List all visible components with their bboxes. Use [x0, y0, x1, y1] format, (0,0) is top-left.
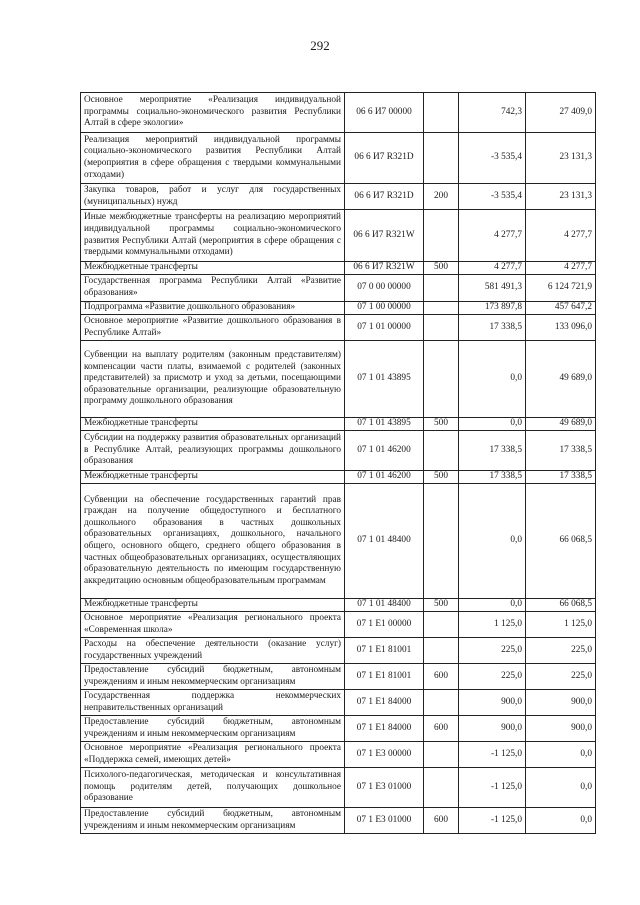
- table-row: [81, 262, 596, 275]
- row-value-2: 0,0: [526, 768, 596, 808]
- row-type: 500: [424, 599, 459, 612]
- row-type: 600: [424, 716, 459, 742]
- row-value-1: 0,0: [459, 599, 526, 612]
- row-code: 07 1 01 46200: [345, 431, 424, 471]
- row-value-1: 0,0: [459, 418, 526, 431]
- table-row: [81, 716, 596, 742]
- row-type: [424, 315, 459, 341]
- row-value-2: 4 277,7: [526, 210, 596, 262]
- row-name: Основное мероприятие «Реализация регионального проекта «Поддержка семей, имеющих детей»: [81, 742, 345, 768]
- row-type: [424, 768, 459, 808]
- row-name: Расходы на обеспечение деятельности (оказание услуг) государственных учреждений: [81, 638, 345, 664]
- row-value-1: 4 277,7: [459, 262, 526, 275]
- table-row: [81, 341, 596, 418]
- row-name: Субсидии на поддержку развития образовательных организаций в Республике Алтай, реализующих программы дошкольного образования: [81, 431, 345, 471]
- row-value-1: 225,0: [459, 638, 526, 664]
- row-value-2: 0,0: [526, 742, 596, 768]
- row-value-1: 17 338,5: [459, 315, 526, 341]
- row-name: Основное мероприятие «Реализация индивидуальной программы социально-экономического развития Республики Алтай в сфере экологии»: [81, 93, 345, 133]
- row-value-2: 225,0: [526, 664, 596, 690]
- row-name: Межбюджетные трансферты: [81, 418, 345, 431]
- row-value-2: 1 125,0: [526, 612, 596, 638]
- table-row: [81, 184, 596, 210]
- row-type: 600: [424, 808, 459, 834]
- row-name: Основное мероприятие «Развитие дошкольного образования в Республике Алтай»: [81, 315, 345, 341]
- row-type: [424, 275, 459, 302]
- row-name: Межбюджетные трансферты: [81, 471, 345, 484]
- row-value-1: -3 535,4: [459, 184, 526, 210]
- row-value-1: 17 338,5: [459, 431, 526, 471]
- row-code: 07 1 00 00000: [345, 302, 424, 315]
- row-value-1: 900,0: [459, 690, 526, 716]
- row-type: [424, 742, 459, 768]
- row-value-2: 66 068,5: [526, 484, 596, 599]
- row-name: Субвенции на выплату родителям (законным представителям) компенсации части платы, взимаемой с родителей (законных представителей) за присмотр и уход за детьми, посещающими образовательные организации, реализующие образовательную программу дошкольного образования: [81, 341, 345, 418]
- row-value-2: 27 409,0: [526, 93, 596, 133]
- row-code: 06 6 И7 R321D: [345, 184, 424, 210]
- table-row: [81, 742, 596, 768]
- table-row: [81, 302, 596, 315]
- row-name: Психолого-педагогическая, методическая и консультативная помощь родителям детей, получающих дошкольное образование: [81, 768, 345, 808]
- row-type: [424, 690, 459, 716]
- row-name: Основное мероприятие «Реализация регионального проекта «Современная школа»: [81, 612, 345, 638]
- table-row: [81, 808, 596, 834]
- row-value-2: 0,0: [526, 808, 596, 834]
- row-name: Межбюджетные трансферты: [81, 599, 345, 612]
- table-row: [81, 599, 596, 612]
- row-type: [424, 93, 459, 133]
- row-value-1: 581 491,3: [459, 275, 526, 302]
- row-code: 06 6 И7 00000: [345, 93, 424, 133]
- row-name: Предоставление субсидий бюджетным, автономным учреждениям и иным некоммерческим организациям: [81, 808, 345, 834]
- row-code: 07 1 E1 81001: [345, 638, 424, 664]
- row-value-2: 17 338,5: [526, 471, 596, 484]
- row-value-2: 23 131,3: [526, 133, 596, 184]
- budget-table-body: [81, 93, 596, 834]
- row-value-2: 133 096,0: [526, 315, 596, 341]
- row-name: Субвенции на обеспечение государственных гарантий прав граждан на получение общедоступного и бесплатного дошкольного образования в частных дошкольных образовательных организациях, дошкольного, начального общего, основного общего, среднего общего образования в частных общеобразовательных организациях, осуществляющих образовательную деятельность по имеющим государственную аккредитацию основным общеобразовательным программам: [81, 484, 345, 599]
- row-name: Предоставление субсидий бюджетным, автономным учреждениям и иным некоммерческим организациям: [81, 716, 345, 742]
- row-type: [424, 133, 459, 184]
- row-name: Иные межбюджетные трансферты на реализацию мероприятий индивидуальной программы социально-экономического развития Республики Алтай (мероприятия в сфере обращения с твердыми коммунальными отходами): [81, 210, 345, 262]
- row-type: 200: [424, 184, 459, 210]
- row-value-1: 17 338,5: [459, 471, 526, 484]
- row-value-2: 900,0: [526, 716, 596, 742]
- table-row: [81, 471, 596, 484]
- table-row: [81, 612, 596, 638]
- row-value-2: 6 124 721,9: [526, 275, 596, 302]
- row-type: [424, 302, 459, 315]
- row-code: 06 6 И7 R321W: [345, 210, 424, 262]
- table-row: [81, 638, 596, 664]
- table-row: [81, 315, 596, 341]
- table-row: [81, 275, 596, 302]
- row-value-1: 4 277,7: [459, 210, 526, 262]
- row-name: Межбюджетные трансферты: [81, 262, 345, 275]
- row-value-1: 173 897,8: [459, 302, 526, 315]
- table-row: [81, 431, 596, 471]
- row-code: 07 1 E1 81001: [345, 664, 424, 690]
- row-name: Подпрограмма «Развитие дошкольного образования»: [81, 302, 345, 315]
- row-type: [424, 210, 459, 262]
- row-value-2: 23 131,3: [526, 184, 596, 210]
- row-value-2: 66 068,5: [526, 599, 596, 612]
- table-row: [81, 484, 596, 599]
- row-type: [424, 612, 459, 638]
- row-code: 07 1 E3 00000: [345, 742, 424, 768]
- page-number: 292: [310, 38, 330, 53]
- row-type: 500: [424, 262, 459, 275]
- row-value-1: 900,0: [459, 716, 526, 742]
- row-value-1: 0,0: [459, 341, 526, 418]
- row-name: Государственная программа Республики Алтай «Развитие образования»: [81, 275, 345, 302]
- row-code: 07 1 01 48400: [345, 484, 424, 599]
- row-value-1: -3 535,4: [459, 133, 526, 184]
- row-code: 07 1 01 00000: [345, 315, 424, 341]
- table-row: [81, 664, 596, 690]
- table-row: [81, 768, 596, 808]
- table-row: [81, 690, 596, 716]
- row-type: [424, 341, 459, 418]
- row-value-1: -1 125,0: [459, 742, 526, 768]
- row-code: 07 1 01 43895: [345, 418, 424, 431]
- row-name: Закупка товаров, работ и услуг для государственных (муниципальных) нужд: [81, 184, 345, 210]
- row-name: Предоставление субсидий бюджетным, автономным учреждениям и иным некоммерческим организациям: [81, 664, 345, 690]
- row-code: 07 1 E3 01000: [345, 808, 424, 834]
- row-code: 07 1 01 43895: [345, 341, 424, 418]
- row-value-2: 4 277,7: [526, 262, 596, 275]
- table-row: [81, 418, 596, 431]
- row-value-2: 49 689,0: [526, 341, 596, 418]
- row-value-2: 17 338,5: [526, 431, 596, 471]
- table-row: [81, 210, 596, 262]
- row-type: [424, 431, 459, 471]
- budget-table: [80, 92, 596, 834]
- row-value-1: 742,3: [459, 93, 526, 133]
- row-type: 500: [424, 418, 459, 431]
- row-type: 500: [424, 471, 459, 484]
- row-code: 07 1 E1 00000: [345, 612, 424, 638]
- row-type: 600: [424, 664, 459, 690]
- row-value-1: -1 125,0: [459, 768, 526, 808]
- row-code: 07 1 01 48400: [345, 599, 424, 612]
- row-code: 06 6 И7 R321W: [345, 262, 424, 275]
- row-name: Государственная поддержка некоммерческих неправительственных организаций: [81, 690, 345, 716]
- row-type: [424, 638, 459, 664]
- row-value-1: 1 125,0: [459, 612, 526, 638]
- row-value-1: -1 125,0: [459, 808, 526, 834]
- row-value-2: 49 689,0: [526, 418, 596, 431]
- row-value-1: 0,0: [459, 484, 526, 599]
- row-code: 07 1 01 46200: [345, 471, 424, 484]
- row-value-2: 457 647,2: [526, 302, 596, 315]
- row-code: 07 0 00 00000: [345, 275, 424, 302]
- row-code: 06 6 И7 R321D: [345, 133, 424, 184]
- row-value-2: 225,0: [526, 638, 596, 664]
- row-type: [424, 484, 459, 599]
- table-row: [81, 93, 596, 133]
- row-code: 07 1 E3 01000: [345, 768, 424, 808]
- row-value-1: 225,0: [459, 664, 526, 690]
- row-value-2: 900,0: [526, 690, 596, 716]
- row-name: Реализация мероприятий индивидуальной программы социально-экономического развития Республики Алтай (мероприятия в сфере обращения с твердыми коммунальными отходами): [81, 133, 345, 184]
- table-row: [81, 133, 596, 184]
- row-code: 07 1 E1 84000: [345, 690, 424, 716]
- row-code: 07 1 E1 84000: [345, 716, 424, 742]
